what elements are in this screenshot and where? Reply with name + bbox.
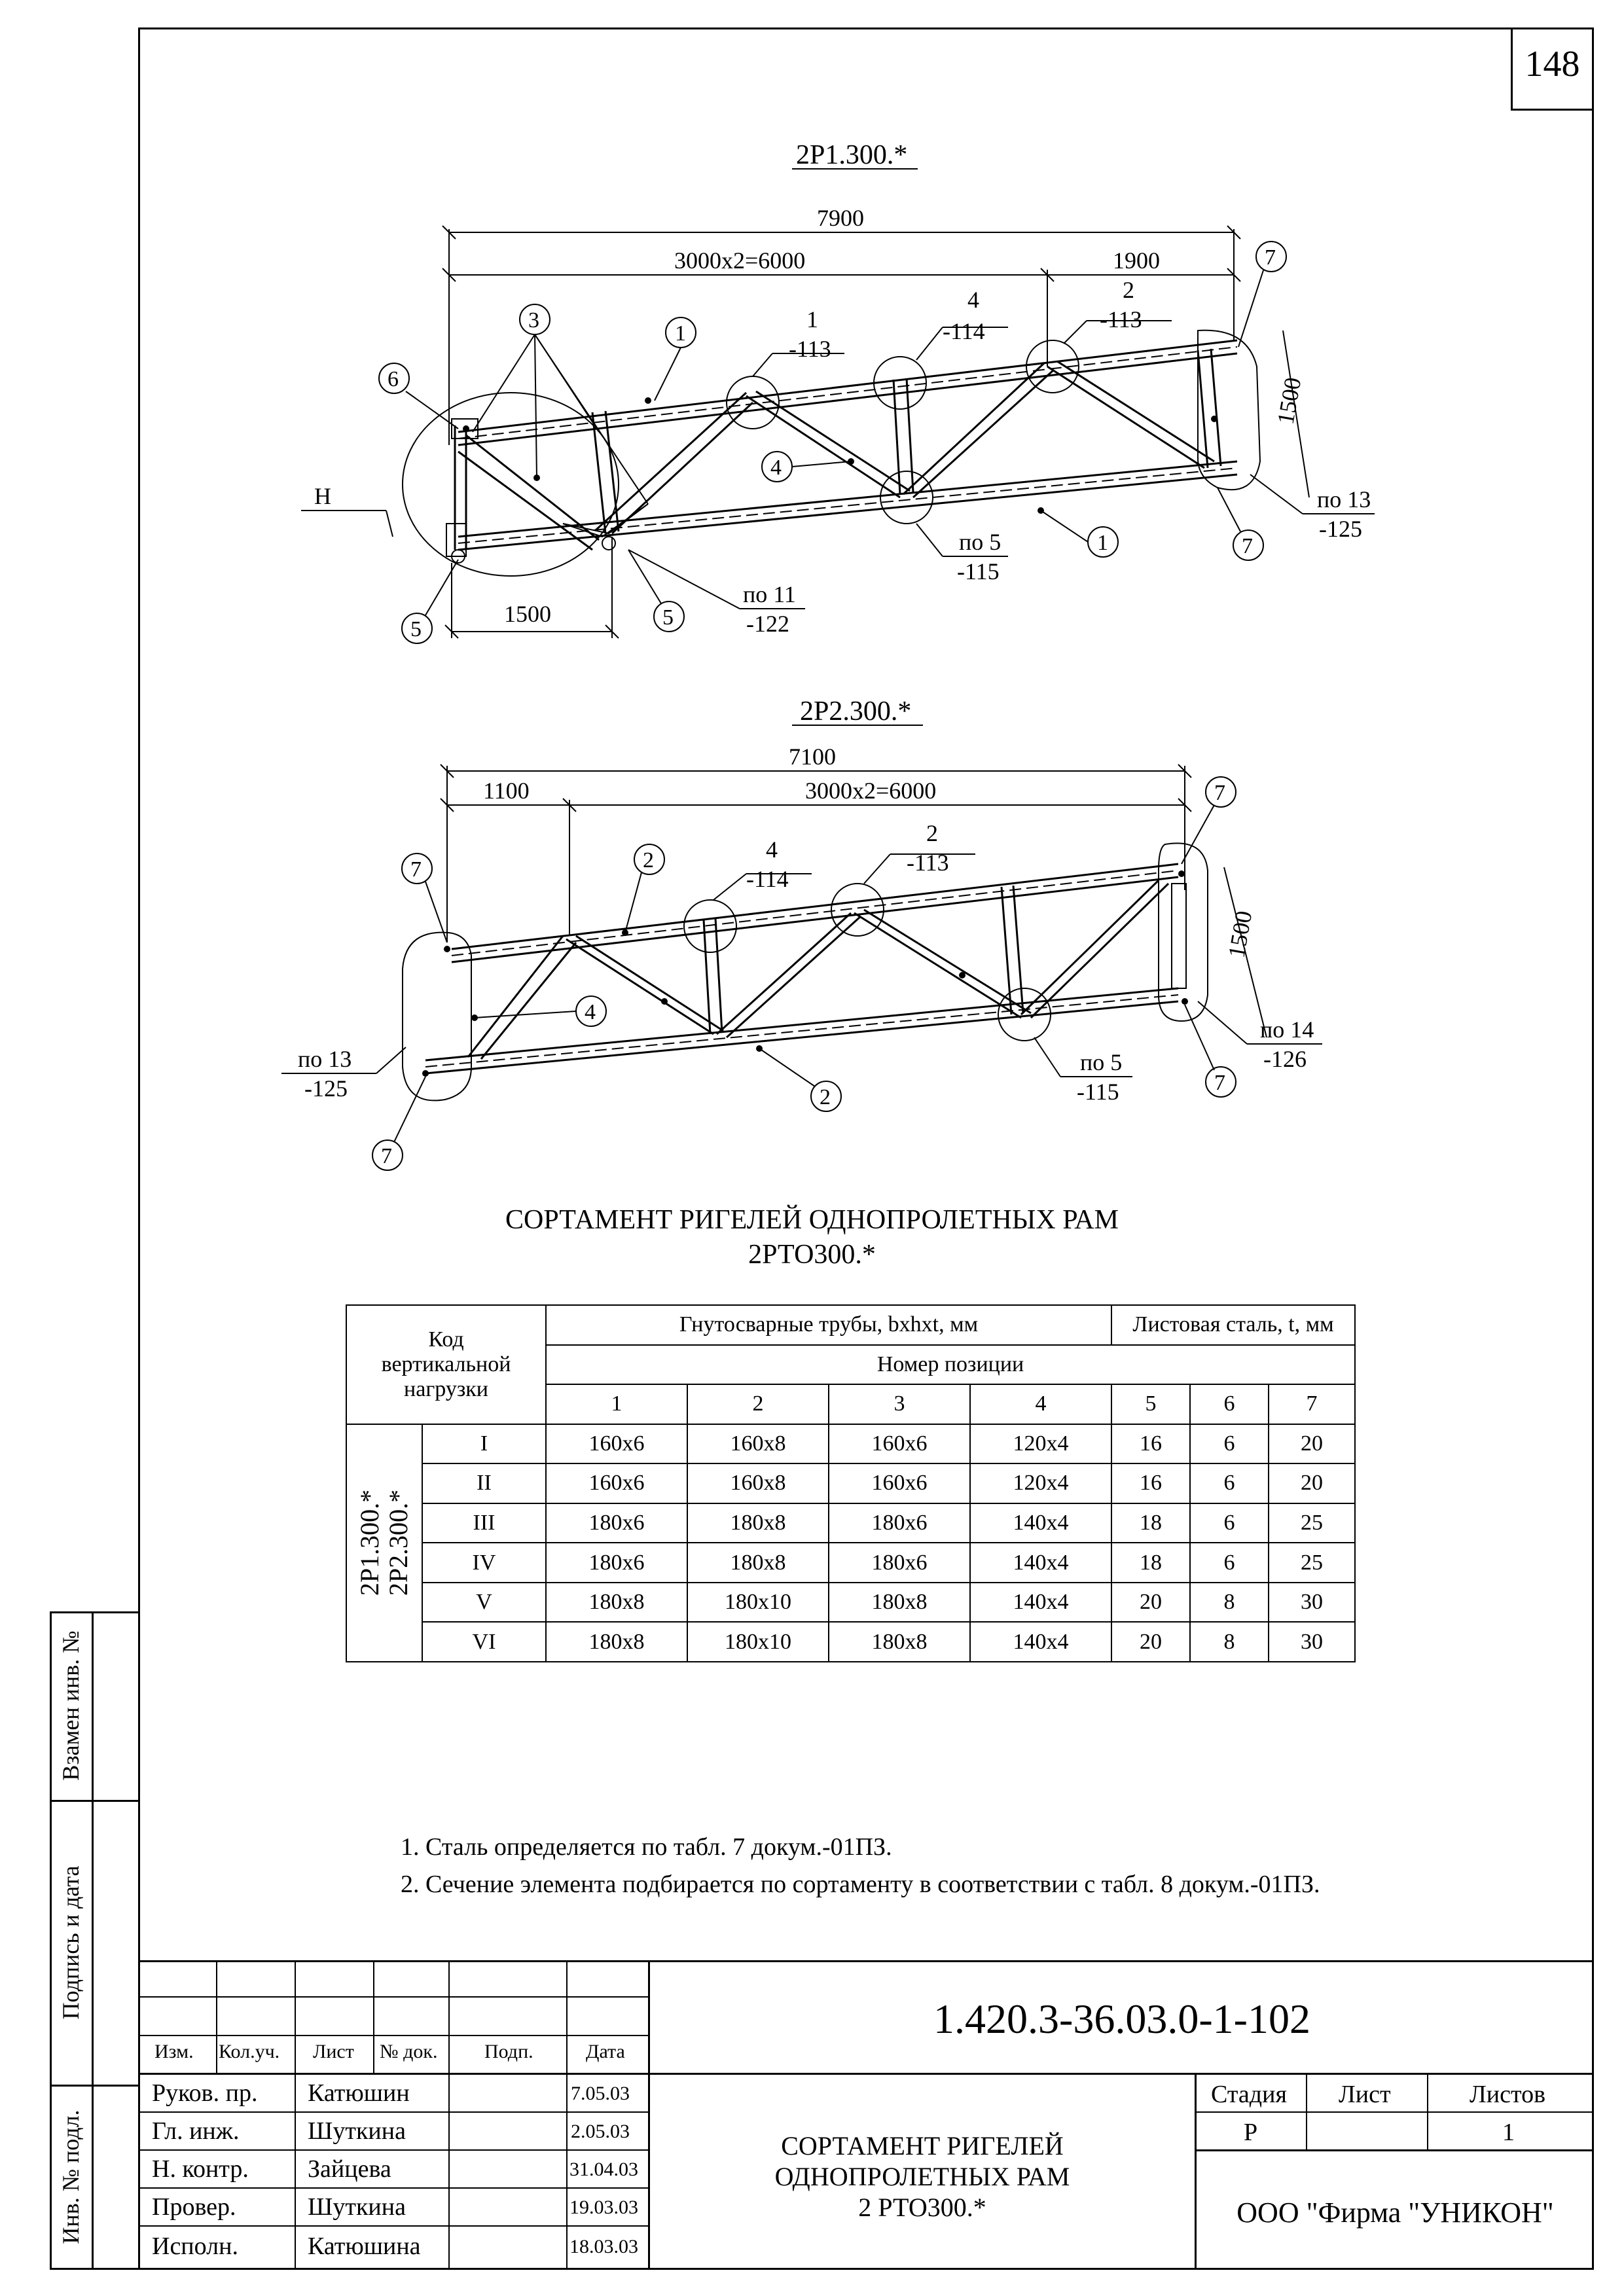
svg-text:6: 6 [388, 367, 399, 391]
svg-text:4: 4 [766, 836, 778, 863]
svg-text:1: 1 [675, 321, 686, 346]
svg-text:по 14: по 14 [1260, 1016, 1314, 1043]
name-2: Зайцева [308, 2155, 391, 2183]
role-0: Руков. пр. [152, 2079, 258, 2107]
svg-text:3: 3 [528, 308, 539, 332]
side-label-vzamen: Взамен инв. № [58, 1630, 84, 1781]
svg-text:по 13: по 13 [298, 1046, 352, 1072]
stamp-title-2: ОДНОПРОЛЕТНЫХ РАМ [774, 2162, 1070, 2191]
d1-dim-right: 1900 [1113, 247, 1160, 274]
svg-text:-126: -126 [1263, 1046, 1307, 1072]
svg-text:7: 7 [410, 857, 422, 882]
svg-text:2: 2 [926, 820, 938, 846]
d1-dim-overall: 7900 [817, 205, 864, 231]
sortament-table: Код вертикальной нагрузки Гнутосварные трубы, bxhxt, мм Листовая сталь, t, мм Номер позиции 1 2 3 4 5 6 7 2Р1.300.* 2Р2.300.* I 160х6 160х8 160х6 120х4 16 6 20 II 160х6 160х8 160х6 120х4 16 6 20 III 180х6 180х8 180х6 140х4 18 6 25 IV 180х6 180х8 180х6 140х4 18 6 25 V 180х8 180х10 180х8 140х4 20 8 30 VI 180х8 180х10 180х8 140х4 20 8 30 [346, 1304, 1356, 1662]
stage-value: Р [1244, 2119, 1258, 2146]
table-row: V 180х8 180х10 180х8 140х4 20 8 30 [346, 1583, 1355, 1623]
table-row: 2Р1.300.* 2Р2.300.* I 160х6 160х8 160х6 120х4 16 6 20 [346, 1424, 1355, 1464]
svg-text:по 13: по 13 [1317, 486, 1371, 512]
name-3: Шуткина [308, 2193, 406, 2221]
head-tubes: Гнутосварные трубы, bxhxt, мм [546, 1305, 1111, 1345]
d2-dim-main: 3000х2=6000 [805, 778, 937, 804]
truss-drawing-2 [0, 681, 1624, 1178]
head-pos: Номер позиции [546, 1345, 1355, 1385]
svg-text:-113: -113 [1100, 306, 1142, 332]
table-subtitle: 2РТО300.* [748, 1240, 876, 1270]
sheets-value: 1 [1502, 2119, 1515, 2146]
svg-text:4: 4 [770, 456, 782, 480]
svg-text:2: 2 [1123, 277, 1134, 303]
truss-drawing-1 [0, 0, 1624, 733]
d1-dim-bottom: 1500 [504, 601, 551, 627]
svg-text:-114: -114 [746, 866, 789, 892]
date-2: 31.04.03 [569, 2159, 638, 2180]
svg-text:1: 1 [806, 306, 818, 332]
name-0: Катюшин [308, 2079, 410, 2107]
role-2: Н. контр. [152, 2155, 249, 2183]
date-0: 7.05.03 [571, 2083, 630, 2104]
svg-text:-115: -115 [1077, 1079, 1119, 1105]
svg-text:по 5: по 5 [959, 529, 1001, 555]
head-sheet: Листовая сталь, t, мм [1111, 1305, 1355, 1345]
svg-text:-113: -113 [789, 336, 831, 362]
svg-text:-122: -122 [746, 611, 789, 637]
svg-text:-115: -115 [957, 558, 1000, 584]
doc-code: 1.420.3-36.03.0-1-102 [933, 1996, 1310, 2042]
svg-text:по 5: по 5 [1080, 1049, 1123, 1075]
svg-text:2: 2 [643, 848, 654, 872]
d2-dim-left: 1100 [483, 778, 530, 804]
page-number: 148 [1525, 44, 1580, 84]
table-row: VI 180х8 180х10 180х8 140х4 20 8 30 [346, 1622, 1355, 1662]
table-title: СОРТАМЕНТ РИГЕЛЕЙ ОДНОПРОЛЕТНЫХ РАМ [505, 1205, 1119, 1235]
svg-text:-125: -125 [1319, 516, 1362, 542]
stamp-title-1: СОРТАМЕНТ РИГЕЛЕЙ [781, 2131, 1064, 2161]
name-4: Катюшина [308, 2233, 421, 2260]
d2-title: 2Р2.300.* [800, 696, 912, 726]
svg-text:-113: -113 [907, 850, 949, 876]
side-label-podpis: Подпись и дата [58, 1865, 84, 2020]
svg-text:4: 4 [967, 287, 979, 313]
svg-text:7: 7 [1265, 245, 1276, 270]
date-3: 19.03.03 [569, 2197, 638, 2218]
d2-dim-overall: 7100 [789, 744, 836, 770]
head-code: Код вертикальной нагрузки [346, 1305, 546, 1424]
name-1: Шуткина [308, 2117, 406, 2145]
side-label-inv: Инв. № подл. [58, 2109, 84, 2244]
svg-text:7: 7 [1214, 1071, 1225, 1095]
svg-text:-114: -114 [943, 318, 985, 344]
svg-text:по 11: по 11 [743, 581, 796, 607]
svg-text:7: 7 [1242, 534, 1253, 558]
svg-text:2: 2 [820, 1085, 831, 1109]
role-1: Гл. инж. [152, 2117, 240, 2145]
d1-dim-main: 3000х2=6000 [674, 247, 806, 274]
stamp-title-3: 2 РТО300.* [858, 2193, 986, 2222]
table-row: III 180х6 180х8 180х6 140х4 18 6 25 [346, 1503, 1355, 1543]
svg-text:7: 7 [381, 1144, 392, 1168]
svg-text:7: 7 [1214, 781, 1225, 805]
note-2: 2. Сечение элемента подбирается по сортаменту в соответствии с табл. 8 докум.-01ПЗ. [401, 1871, 1320, 1898]
company-name: ООО "Фирма "УНИКОН" [1236, 2197, 1554, 2229]
d1-dim-height: 1500 [1272, 375, 1307, 427]
table-row: IV 180х6 180х8 180х6 140х4 18 6 25 [346, 1543, 1355, 1583]
d1-title: 2Р1.300.* [796, 140, 908, 170]
note-1: 1. Сталь определяется по табл. 7 докум.-01ПЗ. [401, 1833, 892, 1861]
date-1: 2.05.03 [571, 2121, 630, 2142]
svg-text:5: 5 [662, 605, 674, 630]
date-4: 18.03.03 [569, 2236, 638, 2257]
table-row: II 160х6 160х8 160х6 120х4 16 6 20 [346, 1463, 1355, 1503]
svg-text:5: 5 [410, 617, 422, 641]
role-4: Исполн. [152, 2233, 238, 2260]
svg-text:4: 4 [585, 1000, 596, 1024]
group-label: 2Р1.300.* 2Р2.300.* [346, 1424, 422, 1662]
svg-text:-125: -125 [304, 1075, 348, 1102]
d2-dim-height: 1500 [1223, 908, 1257, 960]
role-3: Провер. [152, 2193, 236, 2221]
svg-text:1: 1 [1097, 531, 1108, 555]
d1-h-mark: Н [314, 483, 331, 509]
